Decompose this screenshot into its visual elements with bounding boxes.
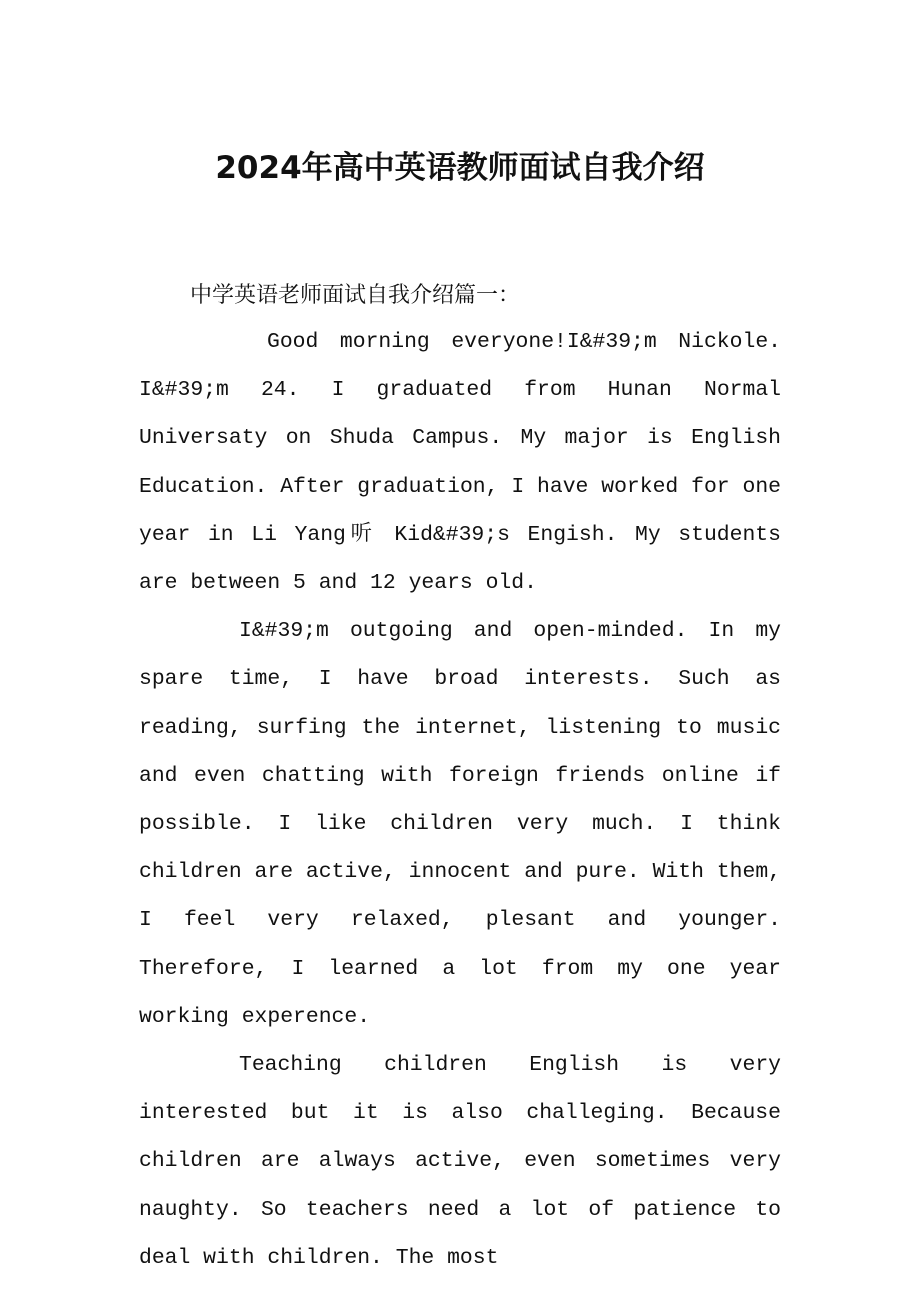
paragraph: Teaching children English is very interested but it is also challeging. Because children are always active, even sometimes very naughty. So teachers need a lot of patience to deal with children. The most <box>139 1053 781 1270</box>
document-title: 2024年高中英语教师面试自我介绍 <box>215 150 705 186</box>
paragraph: Good morning everyone!I&#39;m Nickole. I&#39;m 24. I graduated from Hunan Normal Universaty on Shuda Campus. My major is English Education. After graduation, I have worked for one year in Li Yang听 Kid&#39;s Engish. My students are between 5 and 12 years old. <box>139 330 781 596</box>
body-text <box>139 318 781 1282</box>
section-heading: 中学英语老师面试自我介绍篇一： <box>190 283 521 308</box>
paragraph: I&#39;m outgoing and open-minded. In my spare time, I have broad interests. Such as reading, surfing the internet, listening to music and even chatting with foreign friends online if possible. I like children very much. I think children are active, innocent and pure. With them, I feel very relaxed, plesant and younger. Therefore, I learned a lot from my one year working experence. <box>139 619 781 1029</box>
